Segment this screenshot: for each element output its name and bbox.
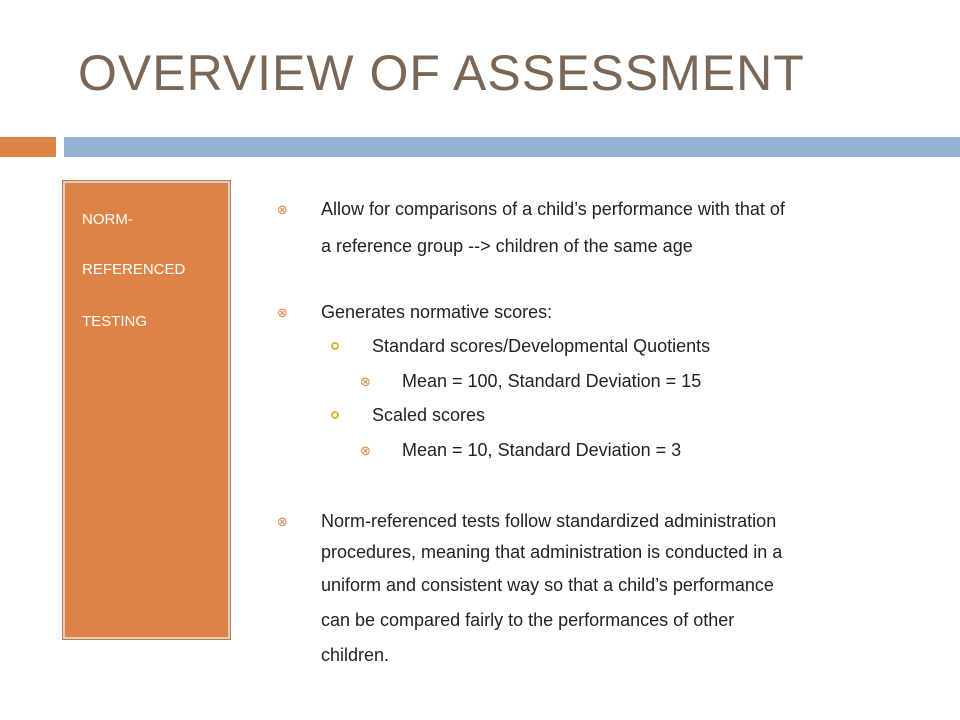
bullet-3-line-4: can be compared fairly to the performances of other: [321, 610, 735, 630]
bullet-3-line-5: children.: [321, 645, 390, 665]
sidebar-line-1: NORM-: [82, 211, 133, 228]
slide-title: OVERVIEW OF ASSESSMENT: [78, 45, 805, 101]
circled-x-icon: ⊗: [360, 443, 371, 458]
hollow-circle-icon: [331, 342, 339, 350]
bullet-2-sub-1-detail: Mean = 100, Standard Deviation = 15: [402, 371, 702, 391]
sidebar-line-3: TESTING: [82, 313, 148, 330]
hollow-circle-icon: [331, 411, 339, 419]
bullet-2-sub-1: Standard scores/Developmental Quotients: [372, 336, 711, 356]
bullet-2: Generates normative scores:: [321, 302, 553, 322]
circled-x-icon: ⊗: [277, 514, 288, 529]
bullet-3-line-2: procedures, meaning that administration is conducted in a: [321, 542, 783, 562]
bullet-3-line-1: Norm-referenced tests follow standardized administration: [321, 511, 777, 531]
bullet-2-sub-2-detail: Mean = 10, Standard Deviation = 3: [402, 440, 682, 460]
bullet-1-line-1: Allow for comparisons of a child’s performance with that of: [321, 199, 785, 219]
sidebar-line-2: REFERENCED: [82, 261, 186, 278]
bullet-1-line-2: a reference group --> children of the same age: [321, 236, 693, 256]
circled-x-icon: ⊗: [277, 202, 288, 217]
circled-x-icon: ⊗: [277, 305, 288, 320]
circled-x-icon: ⊗: [360, 374, 371, 389]
bullet-2-sub-2: Scaled scores: [372, 405, 486, 425]
bullet-3-line-3: uniform and consistent way so that a child’s performance: [321, 575, 774, 595]
